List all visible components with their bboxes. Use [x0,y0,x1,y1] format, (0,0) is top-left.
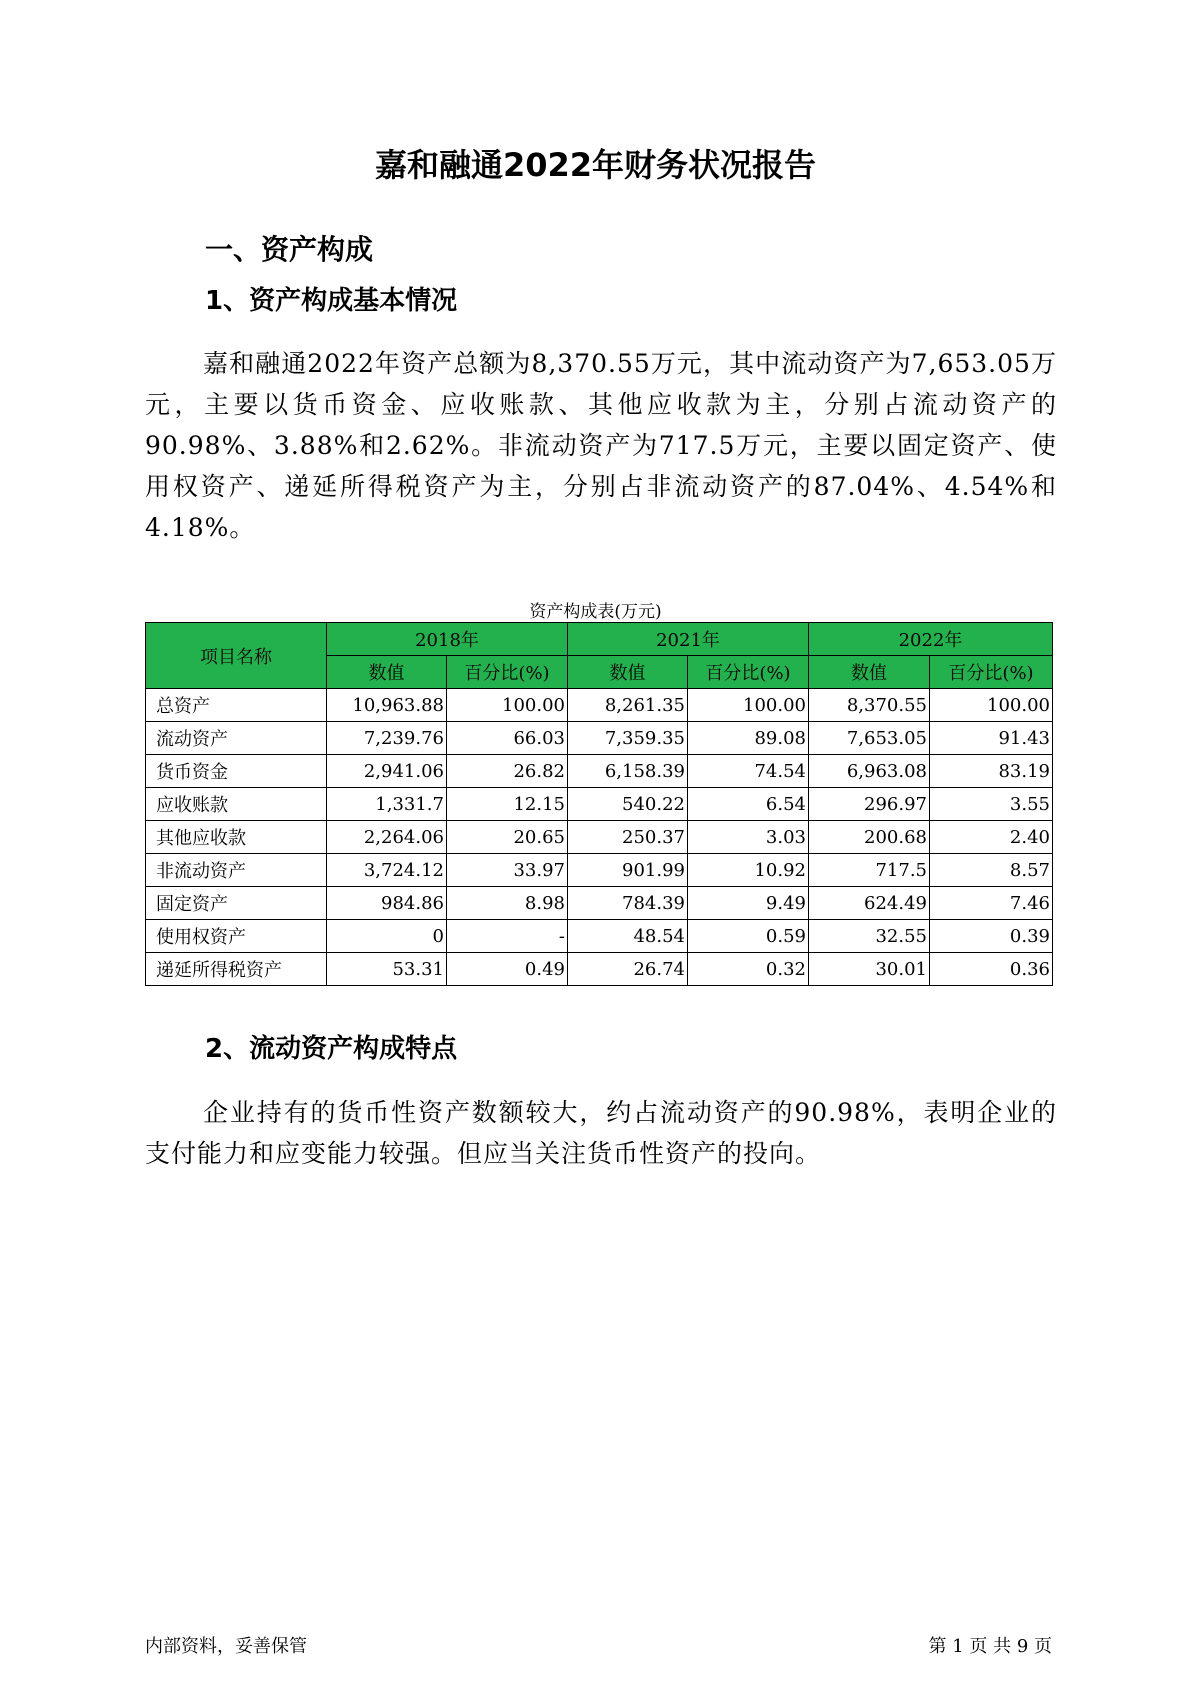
table-row [146,854,1053,887]
cell-percent: 100.00 [688,689,809,722]
cell-value: 7,653.05 [809,722,930,755]
cell-percent: 100.00 [930,689,1053,722]
cell-percent: 33.97 [447,854,568,887]
cell-value: 53.31 [327,953,447,986]
table-row [146,788,1053,821]
cell-value: 10,963.88 [327,689,447,722]
row-label: 其他应收款 [146,821,327,854]
cell-percent: 66.03 [447,722,568,755]
cell-percent: 0.49 [447,953,568,986]
cell-percent: 83.19 [930,755,1053,788]
cell-percent: 10.92 [688,854,809,887]
row-label: 固定资产 [146,887,327,920]
row-label: 递延所得税资产 [146,953,327,986]
row-label: 应收账款 [146,788,327,821]
cell-percent: 6.54 [688,788,809,821]
cell-value: 296.97 [809,788,930,821]
cell-value: 48.54 [568,920,688,953]
row-label: 总资产 [146,689,327,722]
section-heading-asset-composition: 一、资产构成 [205,233,374,266]
table-caption: 资产构成表(万元) [529,602,662,622]
cell-value: 717.5 [809,854,930,887]
table-row [146,953,1053,986]
header-value: 数值 [327,656,447,689]
cell-percent: 8.98 [447,887,568,920]
table-row [146,722,1053,755]
cell-value: 901.99 [568,854,688,887]
header-year-2018: 2018年 [327,623,568,656]
cell-value: 624.49 [809,887,930,920]
table-row [146,887,1053,920]
cell-value: 250.37 [568,821,688,854]
header-percent: 百分比(%) [930,656,1053,689]
header-value: 数值 [809,656,930,689]
cell-value: 2,264.06 [327,821,447,854]
cell-value: 8,261.35 [568,689,688,722]
row-label: 货币资金 [146,755,327,788]
cell-percent: 2.40 [930,821,1053,854]
cell-value: 32.55 [809,920,930,953]
asset-composition-table [145,622,1053,986]
cell-percent: 3.55 [930,788,1053,821]
row-label: 使用权资产 [146,920,327,953]
cell-value: 200.68 [809,821,930,854]
footer-page-number: 第 1 页 共 9 页 [928,1636,1052,1657]
table-row [146,689,1053,722]
cell-percent: 12.15 [447,788,568,821]
subsection-heading-basic-situation: 1、资产构成基本情况 [205,286,458,316]
cell-value: 6,158.39 [568,755,688,788]
cell-percent: 3.03 [688,821,809,854]
row-label: 流动资产 [146,722,327,755]
cell-percent: 8.57 [930,854,1053,887]
cell-percent: 74.54 [688,755,809,788]
cell-value: 2,941.06 [327,755,447,788]
table-row [146,755,1053,788]
cell-value: 26.74 [568,953,688,986]
report-title: 嘉和融通2022年财务状况报告 [374,146,817,184]
cell-value: 3,724.12 [327,854,447,887]
cell-percent: - [447,920,568,953]
header-year-2022: 2022年 [809,623,1053,656]
table-row [146,920,1053,953]
cell-value: 8,370.55 [809,689,930,722]
footer-confidential-note: 内部资料，妥善保管 [145,1636,307,1657]
cell-percent: 0.32 [688,953,809,986]
cell-percent: 0.59 [688,920,809,953]
paragraph-asset-summary: 嘉和融通2022年资产总额为8,370.55万元，其中流动资产为7,653.05万元，主要以货币资金、应收账款、其他应收款为主，分别占流动资产的90.98%、3.88%和2.62%。非流动资产为717.5万元，主要以固定资产、使用权资产、递延所得税资产为主，分别占非流动资产的87.04%、4.54%和4.18%。 [145,349,1057,542]
cell-value: 0 [327,920,447,953]
cell-percent: 89.08 [688,722,809,755]
cell-value: 7,359.35 [568,722,688,755]
cell-value: 6,963.08 [809,755,930,788]
cell-value: 7,239.76 [327,722,447,755]
cell-percent: 0.39 [930,920,1053,953]
cell-value: 1,331.7 [327,788,447,821]
row-label: 非流动资产 [146,854,327,887]
table-row [146,821,1053,854]
cell-percent: 7.46 [930,887,1053,920]
cell-percent: 91.43 [930,722,1053,755]
cell-value: 784.39 [568,887,688,920]
header-year-2021: 2021年 [568,623,809,656]
cell-percent: 26.82 [447,755,568,788]
subsection-heading-current-assets: 2、流动资产构成特点 [205,1034,458,1064]
cell-percent: 20.65 [447,821,568,854]
cell-percent: 9.49 [688,887,809,920]
cell-percent: 100.00 [447,689,568,722]
header-value: 数值 [568,656,688,689]
cell-value: 540.22 [568,788,688,821]
cell-value: 30.01 [809,953,930,986]
cell-value: 984.86 [327,887,447,920]
cell-percent: 0.36 [930,953,1053,986]
header-percent: 百分比(%) [688,656,809,689]
paragraph-current-assets: 企业持有的货币性资产数额较大，约占流动资产的90.98%，表明企业的支付能力和应变能力较强。但应当关注货币性资产的投向。 [145,1098,1057,1168]
header-item-name: 项目名称 [146,623,327,689]
header-percent: 百分比(%) [447,656,568,689]
